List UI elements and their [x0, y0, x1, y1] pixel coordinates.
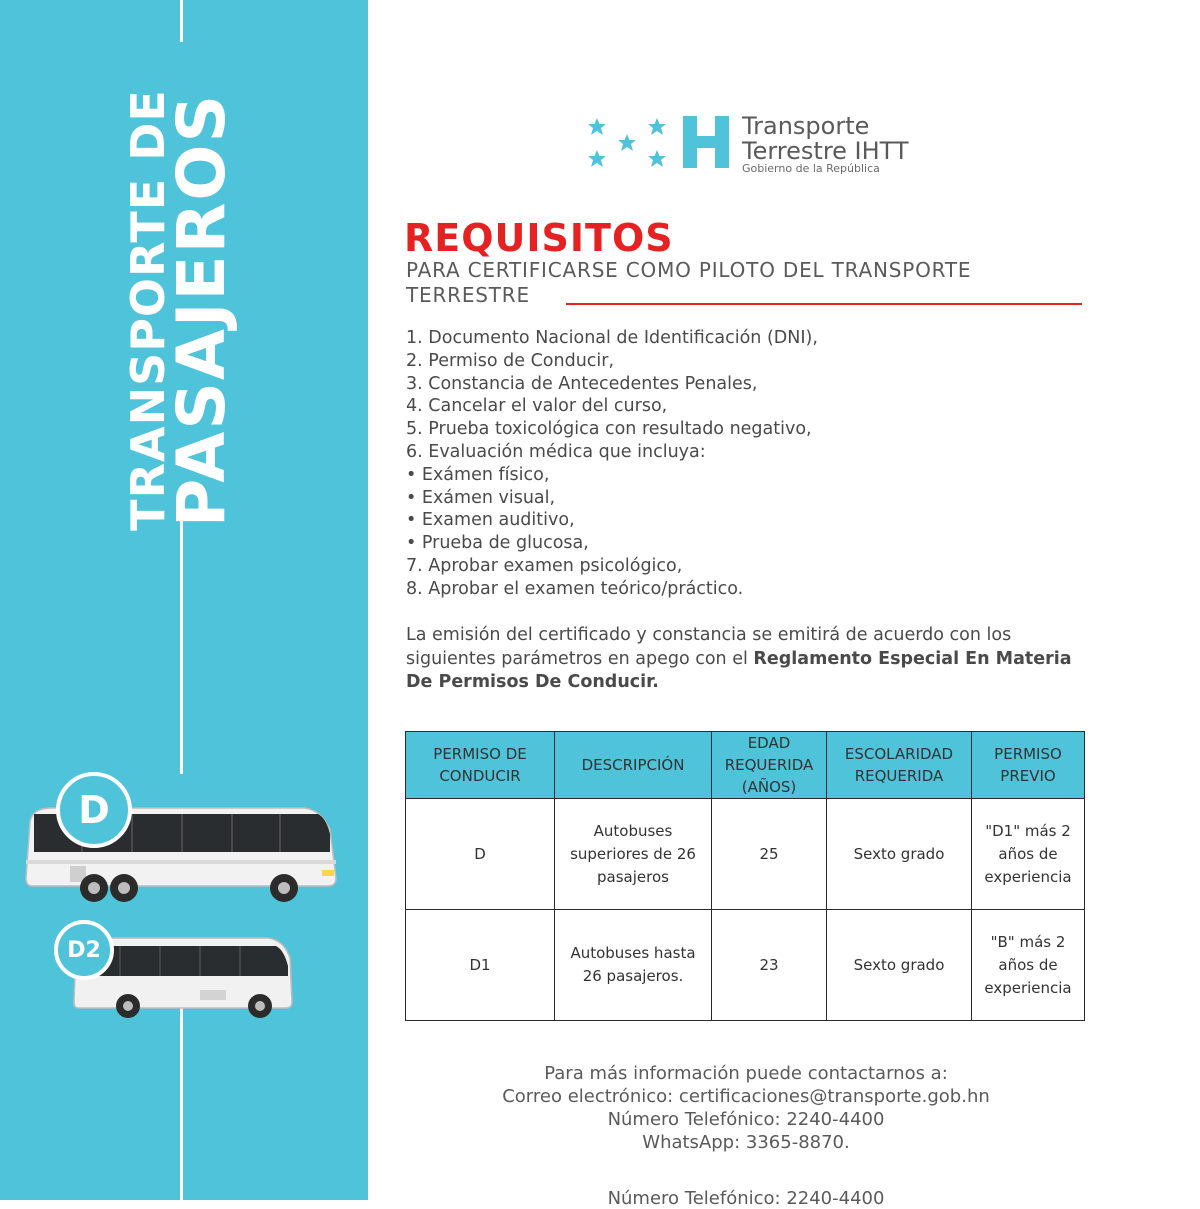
contact-intro: Para más información puede contactarnos a: — [544, 1063, 948, 1084]
table-header: DESCRIPCIÓN — [555, 732, 712, 799]
list-item: 7. Aprobar examen psicológico, — [406, 555, 683, 576]
road-line — [180, 512, 183, 774]
list-item: 2. Permiso de Conducir, — [406, 350, 615, 371]
page-title: REQUISITOS — [404, 216, 674, 260]
title-underline — [566, 303, 1082, 305]
sidebar — [0, 0, 368, 1200]
contact-block — [406, 1062, 1086, 1154]
sidebar-title-line1: TRANSPORTE DE — [120, 89, 175, 531]
table-cell: D1 — [406, 910, 555, 1021]
badge-d: D — [56, 772, 132, 848]
contact-whatsapp: WhatsApp: 3365-8870. — [642, 1132, 850, 1153]
table-cell: "D1" más 2 años de experiencia — [972, 799, 1085, 910]
table-cell: "B" más 2 años de experiencia — [972, 910, 1085, 1021]
paragraph-bold: Reglamento Especial En Materia De Permisos De Conducir. — [406, 648, 1072, 692]
table-cell: 25 — [712, 799, 827, 910]
certificate-paragraph — [406, 624, 1096, 695]
list-item: • Exámen físico, — [406, 464, 550, 485]
list-item: • Prueba de glucosa, — [406, 533, 589, 554]
list-item: 1. Documento Nacional de Identificación (DNI), — [406, 328, 818, 348]
table-cell: Sexto grado — [827, 910, 972, 1021]
table-row — [406, 799, 1085, 910]
permits-table — [405, 731, 1085, 1021]
table-header-row — [406, 732, 1085, 799]
logo-tagline: Gobierno de la República — [742, 162, 880, 175]
road-line — [180, 1000, 183, 1200]
star-icon — [588, 118, 666, 167]
table-cell: 23 — [712, 910, 827, 1021]
table-cell: Sexto grado — [827, 799, 972, 910]
contact-phone: Número Telefónico: 2240-4400 — [607, 1109, 885, 1130]
table-header: PERMISO DE CONDUCIR — [406, 732, 555, 799]
cut-off-text: Número Telefónico: 2240-4400 — [607, 1188, 885, 1209]
list-item: 6. Evaluación médica que incluya: — [406, 441, 706, 462]
logo-name-line2: Terrestre IHTT — [742, 137, 909, 166]
list-item: 4. Cancelar el valor del curso, — [406, 396, 668, 417]
sidebar-title — [120, 89, 240, 531]
list-item: • Examen auditivo, — [406, 510, 575, 531]
list-item: 3. Constancia de Antecedentes Penales, — [406, 373, 758, 394]
logo-name-line1: Transporte — [742, 112, 870, 140]
list-item: 8. Aprobar el examen teórico/práctico. — [406, 578, 744, 599]
table-cell: Autobuses hasta 26 pasajeros. — [555, 910, 712, 1021]
paragraph-text: La emisión del certificado y constancia se emitirá de acuerdo con los siguientes parámetros en apego con el — [406, 625, 1012, 669]
table-header: ESCOLARIDAD REQUERIDA — [827, 732, 972, 799]
table-cell: Autobuses superiores de 26 pasajeros — [555, 799, 712, 910]
contact-email: Correo electrónico: certificaciones@transporte.gob.hn — [502, 1086, 990, 1107]
list-item: • Exámen visual, — [406, 487, 556, 508]
requirements-list — [406, 327, 818, 601]
badge-d2: D2 — [54, 920, 114, 980]
logo-name — [742, 114, 909, 164]
table-cell: D — [406, 799, 555, 910]
table-header: PERMISO PREVIO — [972, 732, 1085, 799]
h-icon — [683, 116, 729, 168]
table-row — [406, 910, 1085, 1021]
list-item: 5. Prueba toxicológica con resultado negativo, — [406, 419, 812, 440]
page-subtitle — [406, 258, 1096, 308]
road-line — [180, 0, 183, 42]
sidebar-title-line2: PASAJEROS — [162, 92, 240, 528]
table-header: EDAD REQUERIDA (AÑOS) — [712, 732, 827, 799]
subtitle-line2: TERRESTRE — [406, 283, 530, 307]
subtitle-line1: PARA CERTIFICARSE COMO PILOTO DEL TRANSPORTE — [406, 258, 972, 282]
